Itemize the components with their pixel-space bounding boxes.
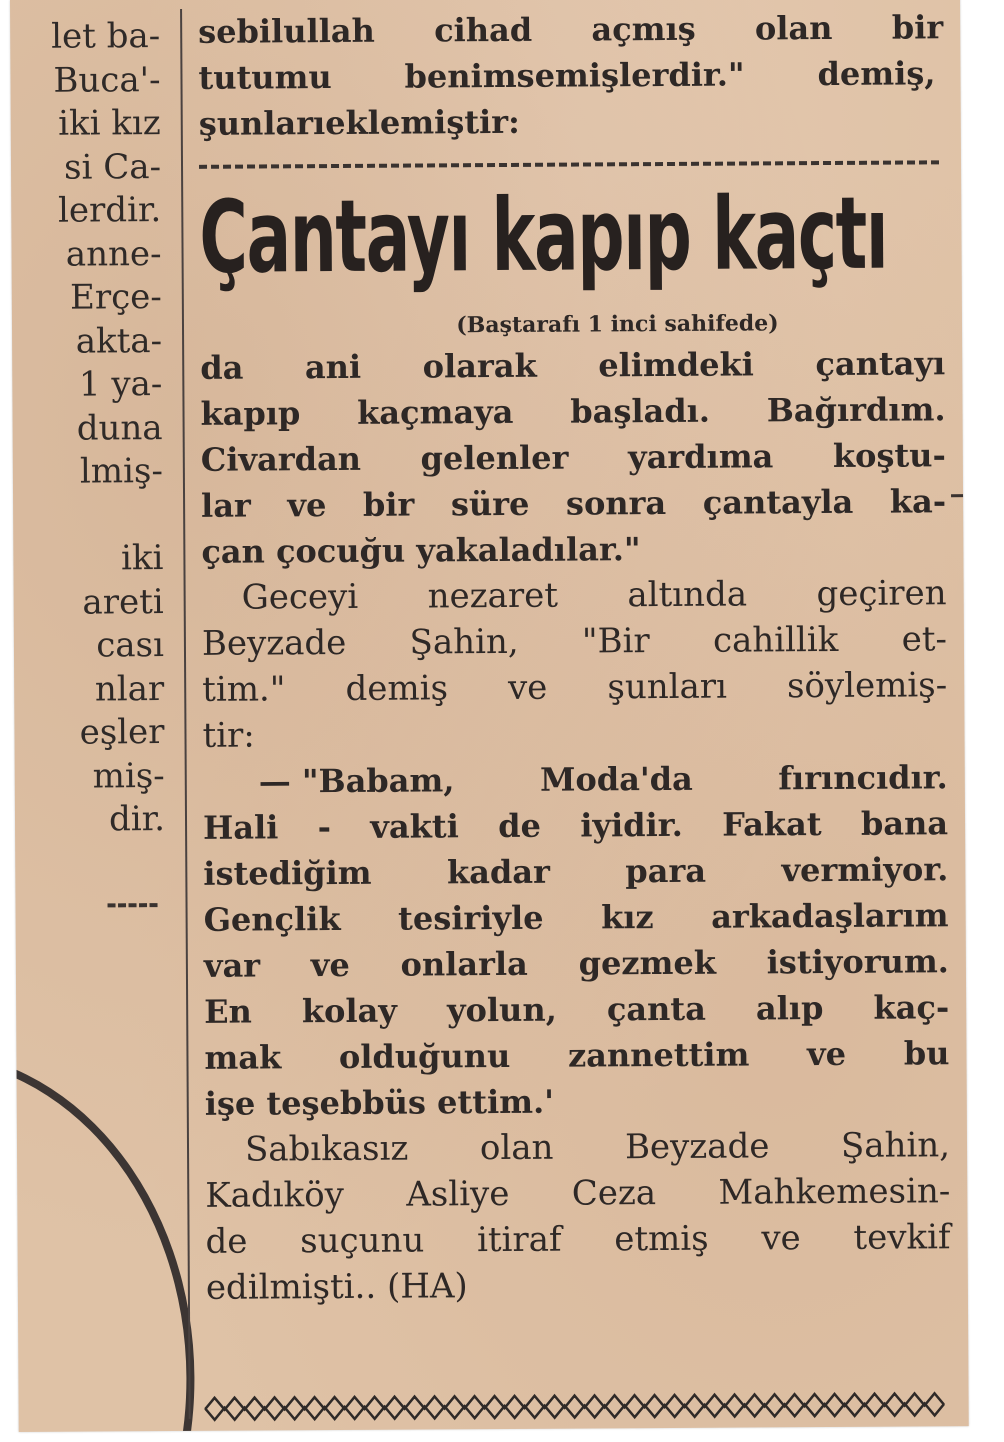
- word: tevkif: [853, 1217, 951, 1258]
- word: En: [204, 992, 252, 1031]
- word: tir:: [202, 715, 255, 756]
- text-line: [203, 846, 948, 897]
- word: olduğunu: [338, 1036, 511, 1077]
- word: Kadıköy: [205, 1174, 345, 1216]
- left-column-line: [13, 494, 163, 538]
- word: Şahin,: [409, 621, 519, 663]
- word: et-: [901, 619, 948, 660]
- word: bir: [362, 485, 415, 524]
- left-column-line: lmiş-: [79, 451, 164, 492]
- word: arkadaşlarım: [711, 896, 949, 936]
- article-paragraph-3-quote: [203, 754, 950, 1127]
- word: ve: [287, 486, 327, 525]
- word: kapıp: [200, 394, 301, 433]
- left-column-end-dashes: [108, 903, 158, 907]
- word: zannettim: [567, 1035, 750, 1075]
- word: etmiş: [614, 1218, 709, 1260]
- word: bana: [860, 804, 949, 843]
- text-line: [203, 754, 948, 805]
- left-column-line: iki: [120, 538, 164, 579]
- left-column-line: Erçe-: [69, 277, 162, 318]
- text-line: [205, 1168, 950, 1219]
- word: süre: [450, 484, 530, 524]
- left-column-line: Buca'-: [53, 59, 161, 101]
- word: var: [203, 946, 261, 985]
- word: ve: [507, 667, 548, 708]
- word: söylemiş-: [786, 665, 948, 707]
- text-line: [202, 708, 947, 759]
- text-line: [203, 892, 948, 943]
- word: yolun,: [446, 990, 557, 1030]
- word: gezmek: [578, 943, 717, 983]
- word: cihad: [434, 10, 533, 50]
- word: ka-: [889, 482, 947, 521]
- word: de: [498, 806, 542, 846]
- word: bu: [903, 1034, 950, 1073]
- left-column-line: si Ca-: [63, 146, 162, 188]
- word: şunları: [607, 666, 728, 708]
- left-column-line: let ba-: [51, 16, 161, 57]
- text-line: [206, 1260, 951, 1311]
- article-column: [198, 4, 951, 1311]
- word: de: [205, 1221, 248, 1262]
- text-line: [202, 616, 947, 667]
- text-line: [199, 96, 944, 147]
- word: tutumu: [198, 58, 332, 97]
- word: elimdeki: [598, 345, 754, 385]
- left-column-line: eşler: [79, 712, 165, 753]
- word: geçiren: [816, 573, 947, 615]
- word: kız: [601, 898, 654, 937]
- left-column-line: iki kız: [58, 103, 161, 144]
- word: Ceza: [571, 1173, 657, 1214]
- word: "Bir: [581, 621, 650, 662]
- word: sebilullah: [198, 11, 375, 51]
- partial-circle-graphic: [10, 1049, 196, 1432]
- word: şunları: [198, 104, 326, 143]
- word: cahillik: [712, 619, 839, 661]
- article-paragraph-2: [202, 570, 948, 759]
- column-rule: [180, 9, 191, 1419]
- word: çanta: [606, 989, 706, 1029]
- text-line: [205, 1214, 950, 1265]
- word: demiş: [345, 668, 449, 709]
- word: istiyorum.: [766, 942, 949, 982]
- word: Geceyi: [241, 576, 359, 618]
- left-column-line: areti: [82, 581, 164, 623]
- left-column-line: nlar: [94, 668, 165, 709]
- word: demiş,: [817, 54, 936, 94]
- left-column-line: cası: [96, 625, 165, 666]
- word: mak: [204, 1038, 282, 1077]
- word: tesiriyle: [398, 898, 544, 938]
- word: istediğim: [203, 853, 372, 893]
- word: nezaret: [427, 575, 559, 617]
- word: tim.": [202, 669, 286, 710]
- word: olarak: [422, 346, 537, 386]
- left-column-line: duna: [76, 407, 163, 449]
- word: kolay: [301, 991, 398, 1031]
- word: Fakat: [722, 805, 822, 844]
- word: başladı.: [570, 391, 711, 431]
- left-column-line: 1 ya-: [78, 364, 163, 405]
- left-column-line: miş-: [92, 755, 165, 797]
- headline: Çantayı kapıp kaçtı: [199, 174, 888, 296]
- word: lar: [200, 486, 251, 525]
- edge-mark: [951, 494, 965, 497]
- word: suçunu: [300, 1220, 425, 1262]
- word: edilmişti.. (HA): [205, 1266, 468, 1308]
- word: Moda'da: [539, 759, 693, 799]
- text-line: [198, 4, 943, 55]
- continuation-note: (Baştarafı 1 inci sahifede): [456, 310, 779, 339]
- word: olan: [754, 8, 833, 48]
- article-paragraph-1: [200, 340, 946, 575]
- word: eklemiştir:: [325, 102, 521, 143]
- word: Hali: [202, 808, 279, 847]
- word: alıp: [755, 989, 824, 1028]
- word: benimsemişlerdir.": [404, 55, 745, 96]
- word: fırıncıdır.: [778, 758, 948, 798]
- word: Asliye: [406, 1173, 510, 1215]
- left-column-line: anne-: [65, 233, 162, 275]
- word: çan çocuğu yakaladılar.": [201, 530, 641, 571]
- word: açmış: [591, 9, 696, 49]
- word: vermiyor.: [781, 850, 949, 890]
- word: Şahin,: [840, 1125, 951, 1166]
- word: Bağırdım.: [766, 390, 946, 430]
- word: iyidir.: [580, 805, 683, 845]
- left-column-line: dir.: [108, 799, 166, 840]
- word: kadar: [446, 852, 551, 892]
- word: itiraf: [476, 1219, 562, 1261]
- word: para: [625, 851, 707, 891]
- word: sonra: [565, 484, 667, 523]
- word: Beyzade: [624, 1126, 770, 1168]
- left-column-line: akta-: [75, 320, 163, 362]
- text-line: [204, 938, 949, 989]
- text-line: [201, 478, 946, 529]
- word: kaç-: [873, 988, 950, 1027]
- article-paragraph-4: [205, 1122, 951, 1311]
- text-line: [200, 340, 945, 391]
- text-line: [204, 984, 949, 1035]
- word: Sabıkasız: [244, 1128, 409, 1170]
- bottom-ornament-border: [205, 1389, 945, 1424]
- word: işe teşebbüs ettim.': [204, 1082, 555, 1123]
- text-line: [201, 432, 946, 483]
- text-line: [202, 662, 947, 713]
- word: ve: [310, 945, 350, 985]
- word: -: [317, 808, 332, 847]
- text-line: [204, 1030, 949, 1081]
- word: — "Babam,: [258, 761, 455, 801]
- newspaper-clipping: [10, 0, 969, 1432]
- word: kaçmaya: [357, 392, 514, 432]
- text-line: [203, 800, 948, 851]
- section-separator: [199, 160, 939, 169]
- word: Civardan: [200, 439, 362, 479]
- text-line: [200, 386, 945, 437]
- word: gelenler: [420, 438, 569, 478]
- word: da: [200, 348, 244, 387]
- word: vakti: [370, 807, 459, 846]
- word: onlarla: [400, 944, 528, 984]
- word: olan: [479, 1127, 554, 1169]
- word: altında: [627, 574, 748, 616]
- word: çantayı: [815, 344, 946, 384]
- text-line: [201, 524, 946, 575]
- word: yardıma: [627, 437, 774, 477]
- word: ani: [304, 347, 362, 387]
- text-line: [205, 1122, 950, 1173]
- word: Gençlik: [203, 899, 341, 939]
- word: çantayla: [702, 482, 854, 522]
- word: Beyzade: [201, 622, 347, 664]
- text-line: [198, 50, 943, 101]
- word: bir: [891, 8, 944, 47]
- word: ve: [761, 1218, 801, 1259]
- word: ve: [806, 1034, 847, 1074]
- word: Mahkemesin-: [718, 1171, 951, 1213]
- left-column-fragment: [10, 15, 165, 842]
- left-column-line: lerdir.: [57, 190, 162, 231]
- text-line: [202, 570, 947, 621]
- top-fragment: [198, 4, 944, 147]
- text-line: [205, 1076, 950, 1127]
- word: koştu-: [832, 436, 946, 475]
